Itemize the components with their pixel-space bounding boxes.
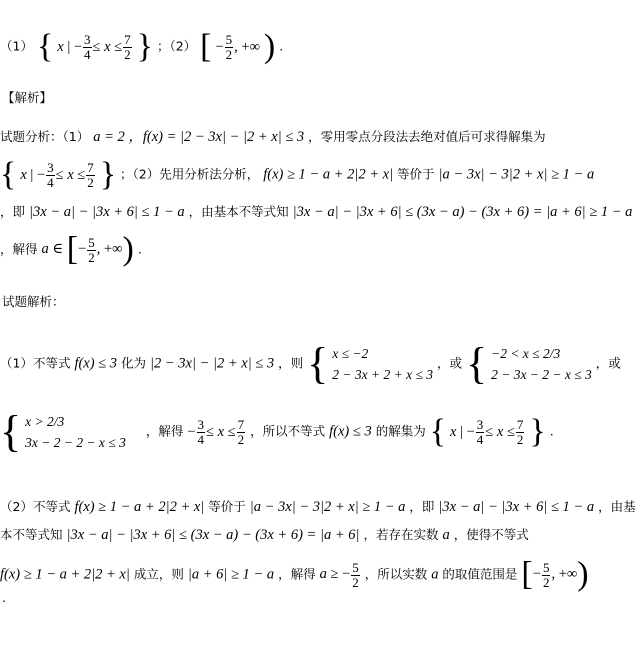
analysis-l2-math2: |a − 3x| − 3|2 + x| ≥ 1 − a xyxy=(438,166,595,183)
s1-c: ，则 xyxy=(278,355,304,371)
solution-2-line-2 xyxy=(0,528,529,543)
answer-part2-interval: − $\frac{5}{2}$ , +∞ xyxy=(215,31,260,62)
s2-m3: |3x − a| − |3x + 6| ≤ 1 − a xyxy=(438,499,595,515)
s1-d: ，或 xyxy=(436,355,462,371)
s2-c: ，即 xyxy=(409,499,435,514)
analysis-l4-end: . xyxy=(137,241,142,257)
system-1-row-1: x ≤ −2 xyxy=(332,346,369,361)
answer-part1-set: x | − $\frac{3}{4}$ ≤ x ≤ $\frac{7}{2}$ xyxy=(57,31,131,62)
s2-m10: [− $\frac{5}{2}$ , +∞) xyxy=(521,556,589,593)
analysis-line-4 xyxy=(0,233,142,267)
analysis-l3-math2: |3x − a| − |3x + 6| ≤ (3x − a) − (3x + 6) = |a + 6| ≥ 1 − a xyxy=(292,204,633,220)
analysis-line-1 xyxy=(0,130,546,145)
s1-m3: − $\frac{3}{4}$ ≤ x ≤ $\frac{7}{2}$ xyxy=(187,416,245,447)
s1-f: ，解得 xyxy=(145,423,184,439)
analysis-l3-text2: ，由基本不等式知 xyxy=(188,204,289,219)
analysis-l4-math: a ∈ [− $\frac{5}{2}$ , +∞) xyxy=(41,231,134,268)
s2-d: ，由基 xyxy=(598,499,636,514)
s2-k: 的取值范围是 xyxy=(442,566,518,582)
system-3 xyxy=(25,411,126,453)
system-1 xyxy=(332,343,433,385)
s2-e: 本不等式知 xyxy=(0,527,63,542)
system-3-row-1: x > 2/3 xyxy=(25,414,65,429)
s2-i: ，解得 xyxy=(278,566,316,582)
s2-g: ，使得不等式 xyxy=(453,527,529,542)
system-1-row-2: 2 − 3x + 2 + x ≤ 3 xyxy=(332,367,433,382)
s1-h: 的解集为 xyxy=(375,423,426,439)
s1-m1: f(x) ≤ 3 xyxy=(74,355,118,372)
analysis-l2-math1: f(x) ≥ 1 − a + 2|2 + x| xyxy=(263,166,394,183)
answer-part2-label: ；（2） xyxy=(156,38,197,54)
system-2-row-2: 2 − 3x − 2 − x ≤ 3 xyxy=(491,367,592,382)
analysis-l1-text: ，零用零点分段法去绝对值后可求得解集为 xyxy=(308,129,546,144)
analysis-l3-text: ，即 xyxy=(0,204,26,219)
analysis-l2-set: x | − $\frac{3}{4}$ ≤ x ≤ $\frac{7}{2}$ xyxy=(20,159,94,190)
s1-end: . xyxy=(549,423,554,439)
analysis-line-3 xyxy=(0,205,632,220)
solution-1-line-1: （1）不等式 f(x) ≤ 3 化为 |2 − 3x| − |2 + x| ≤ 3 ，则 { x ≤ −2 2 − 3x + 2 + x ≤ 3 ，或 { −2 < x ≤ 2/3 2 − 3x − 2 − x ≤ 3 ，或 xyxy=(0,339,621,388)
s1-m4: f(x) ≤ 3 xyxy=(329,423,372,440)
answer-period: . xyxy=(279,38,284,54)
analysis-l2-text: ；（2）先用分析法分析， xyxy=(120,166,260,182)
s2-m4: |3x − a| − |3x + 6| ≤ (3x − a) − (3x + 6) = |a + 6| xyxy=(66,527,360,543)
solution-heading: 试题解析： xyxy=(2,294,65,309)
analysis-heading: 【解析】 xyxy=(2,90,53,105)
s2-b: 等价于 xyxy=(208,499,246,514)
analysis-l1-prefix: 试题分析：（1） xyxy=(0,129,90,144)
s1-m5: x | − $\frac{3}{4}$ ≤ x ≤ $\frac{7}{2}$ xyxy=(450,416,524,447)
s1-m2: |2 − 3x| − |2 + x| ≤ 3 xyxy=(150,355,275,372)
s1-g: ，所以不等式 xyxy=(250,423,326,439)
system-2 xyxy=(491,343,592,385)
s2-m2: |a − 3x| − 3|2 + x| ≥ 1 − a xyxy=(249,499,406,515)
s2-m1: f(x) ≥ 1 − a + 2|2 + x| xyxy=(74,499,205,515)
s2-m7: |a + 6| ≥ 1 − a xyxy=(187,566,275,583)
solution-2-line-1 xyxy=(0,500,636,515)
analysis-l4-text: ，解得 xyxy=(0,241,38,257)
analysis-l1-math: a = 2 ，f(x) = |2 − 3x| − |2 + x| ≤ 3 xyxy=(93,129,305,145)
s2-m6: f(x) ≥ 1 − a + 2|2 + x| xyxy=(0,566,130,583)
system-3-row-2: 3x − 2 − 2 − x ≤ 3 xyxy=(25,435,126,450)
s2-end: . xyxy=(2,590,6,605)
s2-m9: a xyxy=(431,566,439,583)
s1-b: 化为 xyxy=(121,355,147,371)
analysis-l3-math1: |3x − a| − |3x + 6| ≤ 1 − a xyxy=(29,204,185,220)
solution-2-line-3 xyxy=(0,558,589,592)
s2-m8: a ≥ − $\frac{5}{2}$ xyxy=(319,559,359,590)
s1-e: ，或 xyxy=(595,355,621,371)
s2-m5: a xyxy=(442,527,450,543)
answer-line: （1） { x | − $\frac{3}{4}$ ≤ x ≤ $\frac{7}{2}$ } ；（2） [ − $\frac{5}{2}$ , +∞ ) . xyxy=(0,28,284,65)
s2-h: 成立，则 xyxy=(133,566,184,582)
system-2-row-1: −2 < x ≤ 2/3 xyxy=(491,346,561,361)
s1-a: （1）不等式 xyxy=(0,355,71,371)
s2-j: ，所以实数 xyxy=(364,566,428,582)
s2-f: ，若存在实数 xyxy=(363,527,439,542)
solution-1-line-2: { x > 2/3 3x − 2 − 2 − x ≤ 3 ，解得 − $\frac{3}{4}$ ≤ x ≤ $\frac{7}{2}$ ，所以不等式 f(x) ≤ 3 的解集为 { x | − $\frac{3}{4}$ ≤ x ≤ $\frac{7}{2}$ } . xyxy=(0,407,554,456)
s2-a: （2）不等式 xyxy=(0,499,71,514)
analysis-l2-text2: 等价于 xyxy=(397,166,435,182)
analysis-line-2: { x | − $\frac{3}{4}$ ≤ x ≤ $\frac{7}{2}$ } ；（2）先用分析法分析， f(x) ≥ 1 − a + 2|2 + x| 等价于 |a − 3x| − 3|2 + x| ≥ 1 − a xyxy=(0,156,595,193)
answer-part1-label: （1） xyxy=(0,38,33,54)
